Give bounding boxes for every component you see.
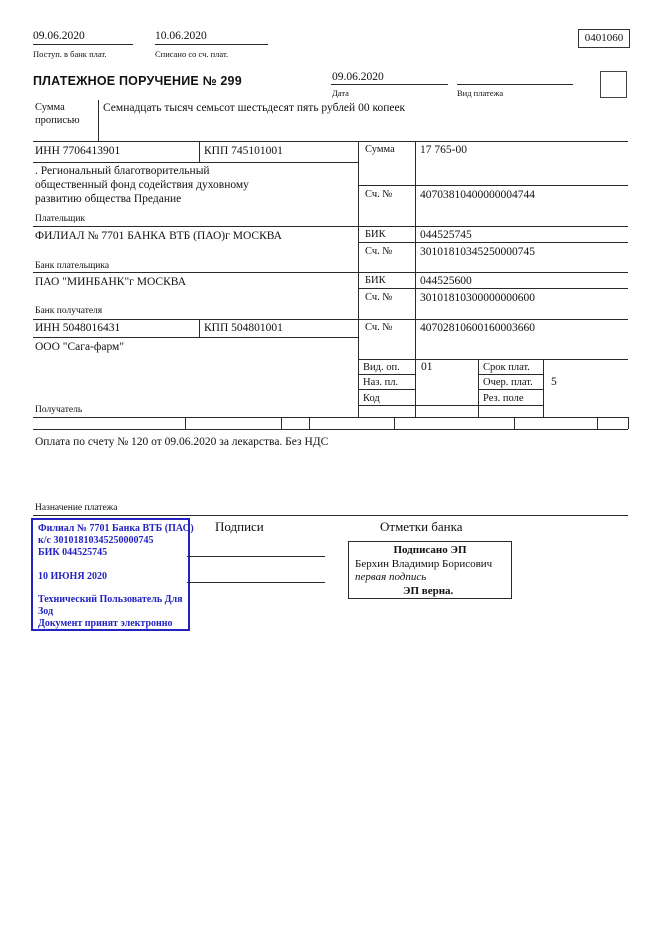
payer-name: развитию общества Предание bbox=[35, 193, 182, 205]
grid-line bbox=[33, 319, 628, 320]
payee-bank-bik-label: БИК bbox=[365, 275, 386, 286]
payer-bank-bik-value: 044525745 bbox=[420, 229, 472, 241]
reserve-field-label: Рез. поле bbox=[483, 393, 524, 404]
grid-line bbox=[33, 226, 628, 227]
payee-account-label: Сч. № bbox=[365, 322, 393, 333]
bank-stamp bbox=[31, 518, 194, 631]
stamp-line: Филиал № 7701 Банка ВТБ (ПАО) bbox=[38, 523, 194, 534]
grid-line bbox=[358, 242, 628, 243]
payer-bank-label: Банк плательщика bbox=[35, 261, 110, 271]
payee-bank-label: Банк получателя bbox=[35, 306, 103, 316]
payee-account-value: 40702810600160003660 bbox=[420, 322, 535, 334]
tax-strip-cell-divider bbox=[514, 417, 515, 429]
payer-bank-bik-label: БИК bbox=[365, 229, 386, 240]
grid-line bbox=[478, 359, 479, 417]
payee-kpp: КПП 504801001 bbox=[204, 322, 283, 334]
debited-date-label: Списано со сч. плат. bbox=[155, 49, 229, 59]
payment-order-label: Очер. плат. bbox=[483, 377, 533, 388]
payer-inn: ИНН 7706413901 bbox=[35, 145, 121, 157]
grid-line bbox=[33, 417, 628, 418]
payment-order-value: 5 bbox=[551, 376, 557, 388]
received-date: 09.06.2020 bbox=[33, 30, 85, 42]
grid-line bbox=[33, 141, 628, 142]
payer-label: Плательщик bbox=[35, 214, 86, 224]
form-code-box: 0401060 bbox=[578, 29, 630, 48]
payer-name: . Региональный благотворительный bbox=[35, 165, 210, 177]
stamp-line bbox=[38, 583, 183, 595]
payment-term-label: Срок плат. bbox=[483, 362, 530, 373]
tax-strip-cell-divider bbox=[597, 417, 598, 429]
tax-strip-cell-divider bbox=[281, 417, 282, 429]
grid-line bbox=[199, 141, 200, 162]
ep-verified: ЭП верна. bbox=[403, 584, 454, 597]
payment-type-checkbox bbox=[600, 71, 627, 98]
signature-line bbox=[187, 556, 325, 557]
grid-line bbox=[478, 389, 543, 390]
grid-line bbox=[331, 84, 448, 85]
payer-bank-name: ФИЛИАЛ № 7701 БАНКА ВТБ (ПАО)г МОСКВА bbox=[35, 230, 282, 242]
grid-line bbox=[358, 374, 415, 375]
op-type-value: 01 bbox=[421, 361, 433, 373]
grid-line bbox=[155, 44, 268, 45]
grid-line bbox=[33, 337, 358, 338]
signature-line bbox=[187, 582, 325, 583]
ep-sign-type: первая подпись bbox=[355, 571, 427, 583]
amount-label: Сумма bbox=[365, 144, 395, 155]
purpose-text: Оплата по счету № 120 от 09.06.2020 за лекарства. Без НДС bbox=[35, 436, 329, 448]
stamp-line: БИК 044525745 bbox=[38, 546, 108, 558]
payer-bank-corr-account-label: Сч. № bbox=[365, 246, 393, 257]
payment-type-label: Вид платежа bbox=[457, 88, 504, 98]
signatures-label: Подписи bbox=[215, 519, 264, 534]
doc-date: 09.06.2020 bbox=[332, 71, 384, 83]
code-label: Код bbox=[363, 393, 380, 404]
grid-line bbox=[33, 515, 628, 516]
grid-line bbox=[457, 84, 573, 85]
grid-line bbox=[358, 389, 415, 390]
payer-kpp: КПП 745101001 bbox=[204, 145, 283, 157]
payer-bank-corr-account-value: 30101810345250000745 bbox=[420, 246, 535, 258]
grid-line bbox=[33, 272, 628, 273]
doc-date-label: Дата bbox=[332, 88, 349, 98]
stamp-line: Зод bbox=[38, 606, 54, 618]
payee-bank-corr-account-label: Сч. № bbox=[365, 292, 393, 303]
grid-line bbox=[33, 162, 358, 163]
payee-inn: ИНН 5048016431 bbox=[35, 322, 121, 334]
ep-name: Берхин Владимир Борисович bbox=[355, 557, 493, 570]
grid-line bbox=[98, 100, 99, 141]
tax-strip-cell-divider bbox=[309, 417, 310, 429]
grid-line bbox=[543, 359, 544, 417]
bank-marks-label: Отметки банка bbox=[380, 519, 463, 534]
stamp-line: Технический Пользователь Для bbox=[38, 594, 183, 606]
grid-line bbox=[358, 288, 628, 289]
purpose-code-label: Наз. пл. bbox=[363, 377, 399, 388]
grid-line bbox=[415, 141, 416, 417]
payee-bank-bik-value: 044525600 bbox=[420, 275, 472, 287]
purpose-label: Назначение платежа bbox=[35, 503, 118, 513]
payee-bank-name: ПАО "МИНБАНК"г МОСКВА bbox=[35, 276, 187, 288]
received-date-label: Поступ. в банк плат. bbox=[33, 49, 107, 59]
ep-title: Подписано ЭП bbox=[393, 544, 467, 556]
amount-value: 17 765-00 bbox=[420, 144, 467, 156]
stamp-line bbox=[38, 559, 183, 571]
stamp-line: Документ принят электронно bbox=[38, 618, 173, 630]
debited-date: 10.06.2020 bbox=[155, 30, 207, 42]
amount-words-label: Сумма bbox=[35, 102, 65, 113]
payer-name: общественный фонд содействия духовному bbox=[35, 179, 249, 191]
payer-account-value: 40703810400000004744 bbox=[420, 189, 535, 201]
tax-strip-cell-divider bbox=[628, 417, 629, 429]
op-type-label: Вид. оп. bbox=[363, 362, 400, 373]
grid-line bbox=[358, 141, 359, 417]
grid-line bbox=[33, 44, 133, 45]
grid-line bbox=[33, 429, 628, 430]
stamp-line: 10 ИЮНЯ 2020 bbox=[38, 570, 108, 582]
stamp-line: к/с 30101810345250000745 bbox=[38, 534, 154, 546]
tax-strip-cell-divider bbox=[394, 417, 395, 429]
payee-bank-corr-account-value: 30101810300000000600 bbox=[420, 292, 535, 304]
payee-label: Получатель bbox=[35, 405, 83, 415]
doc-title: ПЛАТЕЖНОЕ ПОРУЧЕНИЕ № 299 bbox=[33, 74, 242, 88]
grid-line bbox=[358, 359, 628, 360]
grid-line bbox=[358, 185, 628, 186]
payer-account-label: Сч. № bbox=[365, 189, 393, 200]
grid-line bbox=[478, 374, 543, 375]
ep-stamp bbox=[348, 541, 512, 599]
amount-words-label: прописью bbox=[35, 115, 80, 126]
grid-line bbox=[199, 319, 200, 337]
grid-line bbox=[358, 405, 543, 406]
amount-words-value: Семнадцать тысяч семьсот шестьдесят пять рублей 00 копеек bbox=[103, 102, 406, 114]
payee-name: ООО "Сага-фарм" bbox=[35, 341, 125, 353]
tax-strip-cell-divider bbox=[185, 417, 186, 429]
